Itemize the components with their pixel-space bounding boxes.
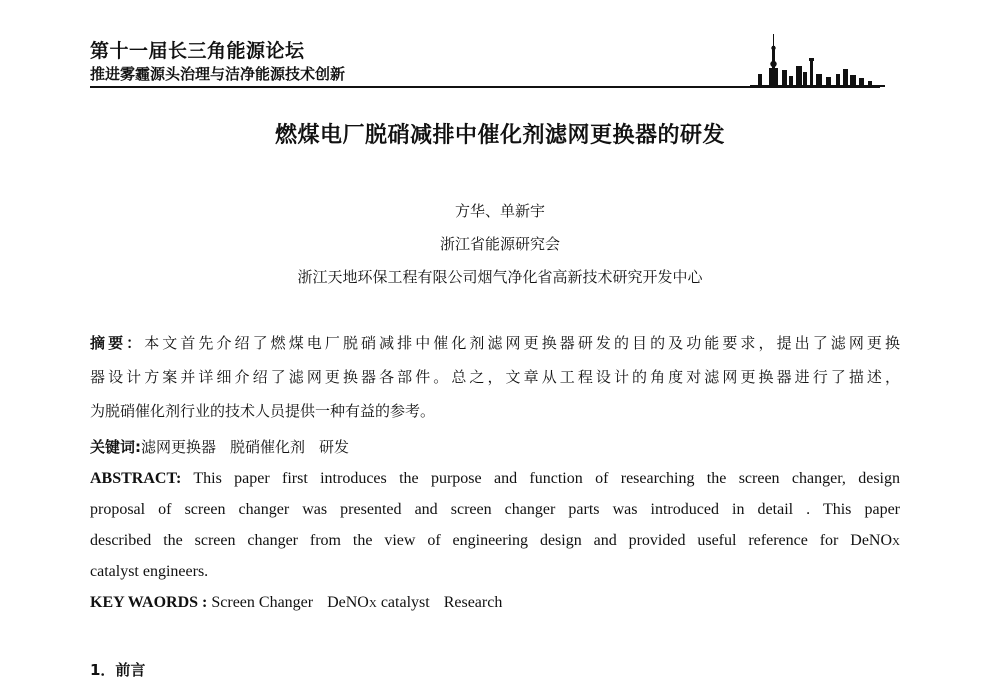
abstract-cn-line-3: 为脱硝催化剂行业的技术人员提供一种有益的参考。 [90,402,436,420]
abstract-en-line-3 [90,532,900,550]
keywords-en-label: KEY WAORDS : [90,594,208,611]
authors: 方华、单新宇 [454,202,545,220]
abstract-en-line-4: catalyst engineers. [90,563,209,580]
conference-name: 第十一届长三角能源论坛 [90,40,305,62]
abstract-en-text-1: This paper first introduces the purpose and function of researching the screen changer, design [193,470,900,487]
keyword-en-1: Screen Changer [211,594,314,611]
keywords-cn-label: 关键词: [90,438,141,456]
abstract-en-line-2: proposal of screen changer was presented and screen changer parts was introduced in detail . This paper [90,501,900,518]
keywords-en [90,594,900,612]
keyword-en-3: Research [443,594,503,611]
affiliation-2: 浙江天地环保工程有限公司烟气净化省高新技术研究开发中心 [297,268,703,286]
abstract-en-text-3: described the screen changer from the view of engineering design and provided useful reference for DeNO [90,532,893,549]
keyword-en-2: DeNOX catalyst [327,594,430,611]
city-skyline-logo [750,30,885,88]
abstract-en-label: ABSTRACT: [90,470,182,487]
affiliation-1: 浙江省能源研究会 [439,235,560,253]
abstract-cn-line-2: 器设计方案并详细介绍了滤网更换器各部件。总之，文章从工程设计的角度对滤网更换器进行了描述， [90,368,900,386]
abstract-cn-label: 摘要： [90,334,145,352]
conference-subtitle: 推进雾霾源头治理与洁净能源技术创新 [90,65,346,83]
section-heading-1: 1．前言 [90,661,146,679]
keyword-cn-2: 脱硝催化剂 [230,438,306,456]
paper-title: 燃煤电厂脱硝减排中催化剂滤网更换器的研发 [274,123,725,148]
abstract-cn-line-1 [90,332,900,353]
header-rule [90,86,880,88]
abstract-cn-text-1: 本文首先介绍了燃煤电厂脱硝减排中催化剂滤网更换器研发的目的及功能要求，提出了滤网更换 [144,334,900,352]
keywords-cn [90,436,900,457]
abstract-en-subscript: X [892,536,900,548]
keyword-cn-3: 研发 [319,438,350,456]
abstract-en-line-1 [90,470,900,488]
keyword-cn-1: 滤网更换器 [141,438,217,456]
